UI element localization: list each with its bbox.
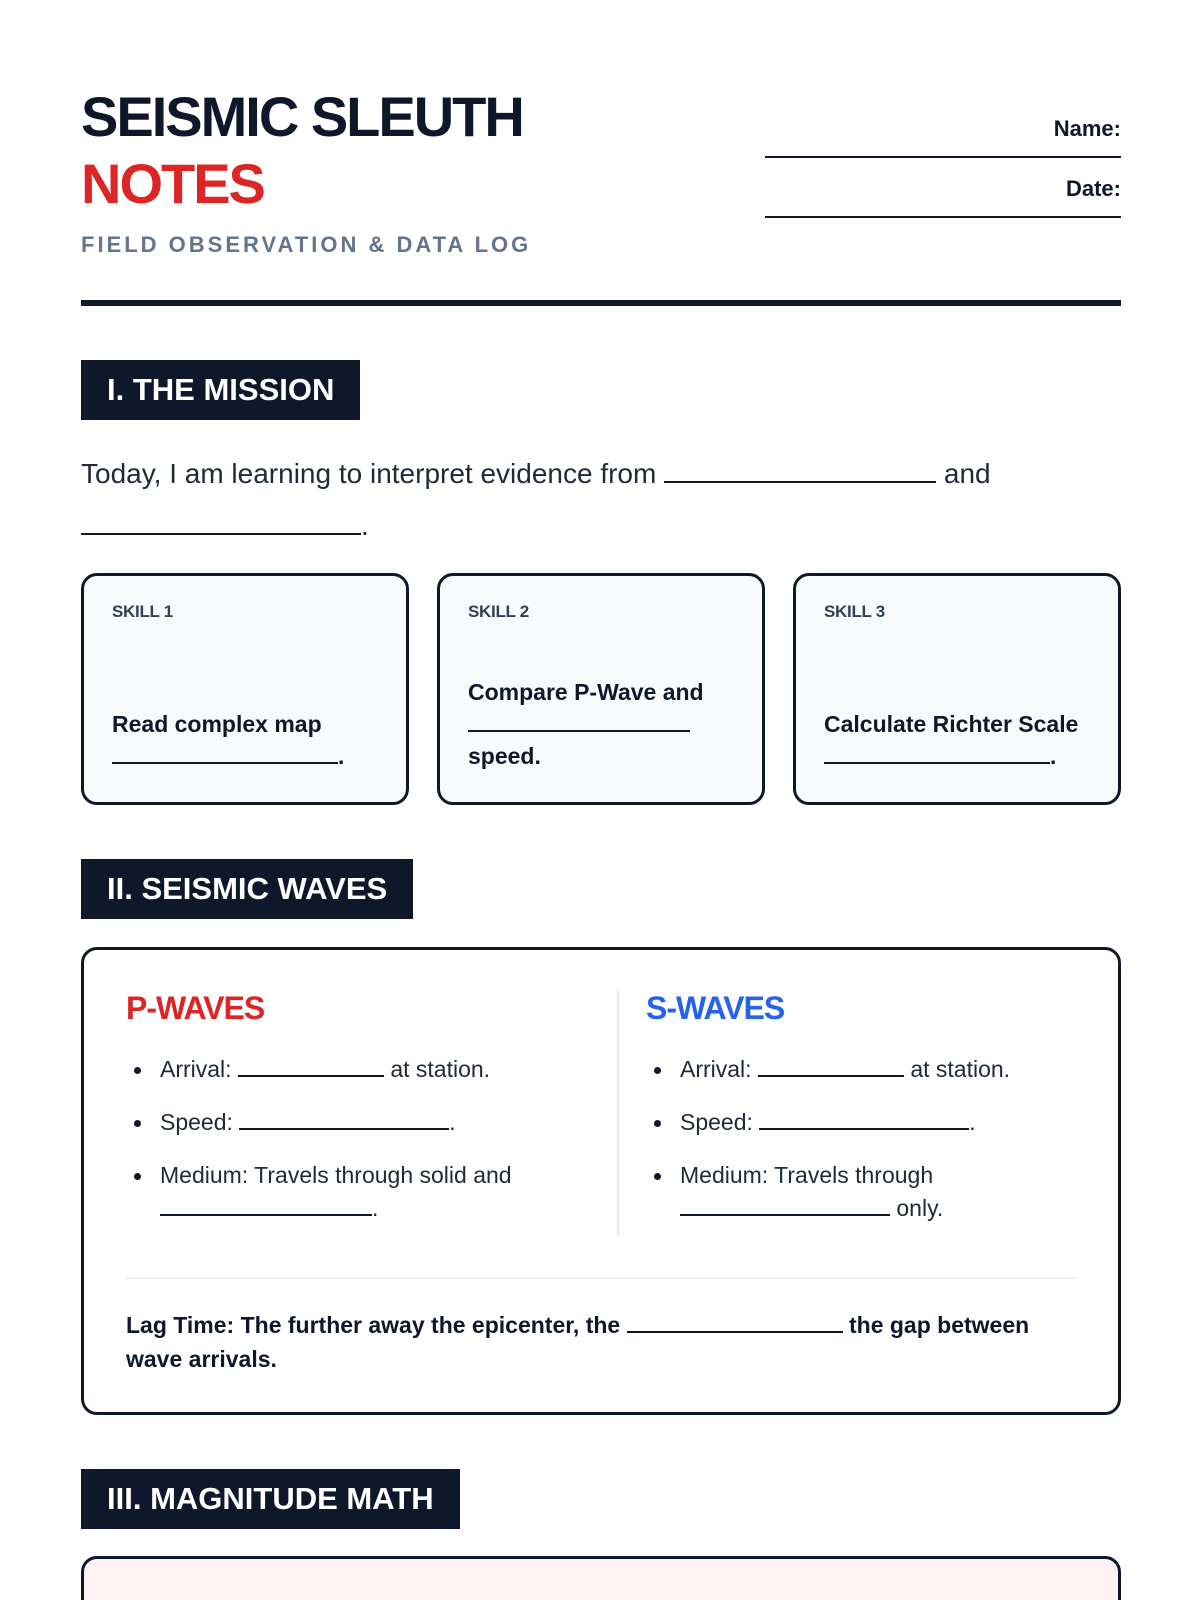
mission-blank-2[interactable] <box>81 511 361 535</box>
arrival-suffix: at station. <box>910 1056 1011 1082</box>
mission-text-before: Today, I am learning to interpret evidence from <box>81 458 657 489</box>
lag-text-before: Lag Time: The further away the epicenter, the <box>126 1312 621 1338</box>
s-waves-column <box>646 990 1086 1245</box>
lag-blank[interactable] <box>627 1309 843 1333</box>
skill-label: SKILL 1 <box>112 602 173 621</box>
list-item <box>646 1053 1086 1086</box>
speed-label: Speed: <box>680 1109 753 1135</box>
section-heading-magnitude: III. MAGNITUDE MATH <box>81 1469 460 1529</box>
s-waves-list <box>646 1053 1086 1225</box>
worksheet-header <box>81 0 1121 310</box>
arrival-blank[interactable] <box>238 1053 384 1077</box>
name-date-block <box>765 116 1121 218</box>
medium-suffix: only. <box>896 1195 944 1221</box>
list-item <box>126 1159 596 1225</box>
speed-suffix: . <box>969 1109 976 1135</box>
mission-text-after: . <box>361 510 369 541</box>
waves-panel <box>81 947 1121 1415</box>
section-heading-waves: II. SEISMIC WAVES <box>81 859 413 919</box>
arrival-label: Arrival: <box>160 1056 232 1082</box>
mission-statement <box>81 448 1121 552</box>
arrival-blank[interactable] <box>758 1053 904 1077</box>
title-line-1: SEISMIC SLEUTH <box>81 85 523 148</box>
name-line[interactable] <box>765 142 1121 158</box>
skill-text <box>112 708 386 772</box>
date-line[interactable] <box>765 202 1121 218</box>
arrival-suffix: at station. <box>390 1056 491 1082</box>
p-waves-list <box>126 1053 596 1225</box>
skill-blank[interactable] <box>468 708 690 732</box>
medium-label: Medium: Travels through <box>680 1162 934 1188</box>
skill-blank[interactable] <box>112 740 338 764</box>
skill-text-before: Read complex map <box>112 711 322 737</box>
section-heading-mission: I. THE MISSION <box>81 360 360 420</box>
skill-card-3 <box>793 573 1121 805</box>
skill-text-before: Calculate Richter Scale <box>824 711 1079 737</box>
lag-time-statement <box>126 1308 1076 1376</box>
title-line-2: NOTES <box>81 152 264 215</box>
skill-text-before: Compare P-Wave and <box>468 679 704 705</box>
skills-row <box>81 573 1121 805</box>
p-waves-title: P-WAVES <box>126 990 265 1026</box>
medium-blank[interactable] <box>160 1192 372 1216</box>
name-label: Name: <box>1053 116 1121 141</box>
date-label: Date: <box>1065 176 1121 201</box>
speed-label: Speed: <box>160 1109 233 1135</box>
speed-blank[interactable] <box>759 1106 969 1130</box>
list-item <box>646 1106 1086 1139</box>
mission-blank-1[interactable] <box>664 459 936 483</box>
list-item <box>646 1159 1086 1225</box>
speed-blank[interactable] <box>239 1106 449 1130</box>
column-divider <box>617 990 619 1236</box>
list-item <box>126 1106 596 1139</box>
arrival-label: Arrival: <box>680 1056 752 1082</box>
medium-blank[interactable] <box>680 1192 890 1216</box>
waves-divider <box>126 1277 1076 1279</box>
skill-card-2 <box>437 573 765 805</box>
speed-suffix: . <box>449 1109 456 1135</box>
skill-card-1 <box>81 573 409 805</box>
list-item <box>126 1053 596 1086</box>
p-waves-column <box>126 990 596 1245</box>
skill-text-after: . <box>338 743 345 769</box>
medium-label: Medium: Travels through solid and <box>160 1162 512 1188</box>
skill-label: SKILL 3 <box>824 602 885 621</box>
magnitude-panel <box>81 1556 1121 1600</box>
skill-blank[interactable] <box>824 740 1050 764</box>
s-waves-title: S-WAVES <box>646 990 785 1026</box>
skill-text <box>468 676 742 772</box>
skill-text-after: . <box>1050 743 1057 769</box>
header-divider <box>81 300 1121 306</box>
worksheet-page <box>81 0 1121 1516</box>
lag-text-after: the gap between wave arrivals. <box>126 1312 1030 1372</box>
skill-label: SKILL 2 <box>468 602 529 621</box>
skill-text <box>824 708 1098 772</box>
medium-suffix: . <box>372 1195 379 1221</box>
mission-text-middle: and <box>943 458 991 489</box>
subtitle: FIELD OBSERVATION & DATA LOG <box>81 232 532 257</box>
skill-text-after: speed. <box>468 743 541 769</box>
